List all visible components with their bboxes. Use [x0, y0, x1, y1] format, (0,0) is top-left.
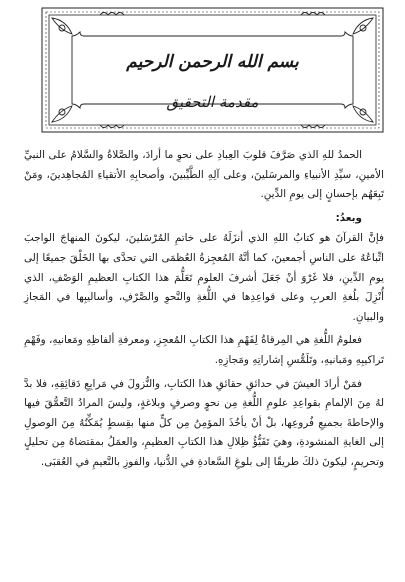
basmala: بسم الله الرحمن الرحيم — [126, 52, 299, 72]
paragraph-quran: فإنَّ القرآنَ هو كتابُ اللهِ الذي أنزَلَهُ على خاتمِ المُرْسَلينَ، ليكونَ المنهاجَ الواجبَ اتِّباعُهُ على الناسِ أجمعينَ، كما أنَّهُ المُعجِزةُ العُظمَى التي تحدَّى بها الخَلْقَ جميعًا إلى يومِ الدِّينِ، فلا غَرْوَ أنْ جَعَلَ أشرفَ العلومِ تَعَلُّمَ هذا الكتابِ العظيمِ الوَصْفِ، الذي أُنْزِلَ بلُغةِ العربِ وعلى قواعِدِها في اللُّغةِ والنَّحوِ والصَّرْفِ، وأساليبِها في المَجازِ والبيانِ. — [24, 232, 384, 323]
page-heading: مقدمة التحقيق — [166, 93, 259, 111]
body-text — [24, 146, 384, 477]
paragraph-opening: الحمدُ للهِ الذي صَرَّفَ قلوبَ العِبادِ على نحوِ ما أرادَ، والصَّلاةُ والسَّلامُ على النبيِّ الأمينِ، سيِّدِ الأنبياءِ والمرسَلينَ، وعلى آلِهِ الطَّيِّبينَ، وأصحابِهِ الأتقياءِ المُجاهِدينَ، ومَنْ تَبِعَهُم بإحسانٍ إلى يومِ الدِّينِ. — [24, 149, 384, 201]
paragraph-aim: فمَنْ أرادَ العيشَ في حدائقِ حقائقِ هذا الكتابِ، والنُّزولَ في مَرابِعِ دَقائِقِهِ، فلا بدَّ لهُ مِنَ الإلمامِ بقواعِدِ علومِ اللُّغةِ مِن نحوٍ وصرفٍ وبلاغةٍ، وليسَ المرادُ التَّعمُّقَ فيها والإحاطةَ بجميعِ فُروعِها، بلْ أنْ يأخُذَ المؤمِنُ مِن كلٍّ منها بقِسطٍ يُمَكِّنُهُ مِنَ الوصولِ إلى الغايةِ المنشودةِ، وهيَ تَفَيُّؤُ ظِلالِ هذا الكتابِ العظيمِ، والعمَلُ بمقتضاهُ مِن تحليلٍ وتحريمٍ، ليكونَ ذلكَ طريقًا إلى بلوغِ السَّعادةِ في الدُّنيا، والفوزِ بالنَّعيمِ في العُقبَى. — [24, 377, 384, 468]
paragraph-language-sciences: فعلومُ اللُّغةِ هي المِرقاةُ لِفَهْمِ هذا الكتابِ المُعجِزِ، ومعرفةِ ألفاظِهِ ومَعانيهِ، وفَهْمِ تَراكيبِهِ ومَبانيهِ، وتَلَمُّسِ إشاراتِهِ ومَجازِهِ. — [24, 334, 384, 366]
paragraph-transition: وبعدُ: — [335, 211, 362, 224]
